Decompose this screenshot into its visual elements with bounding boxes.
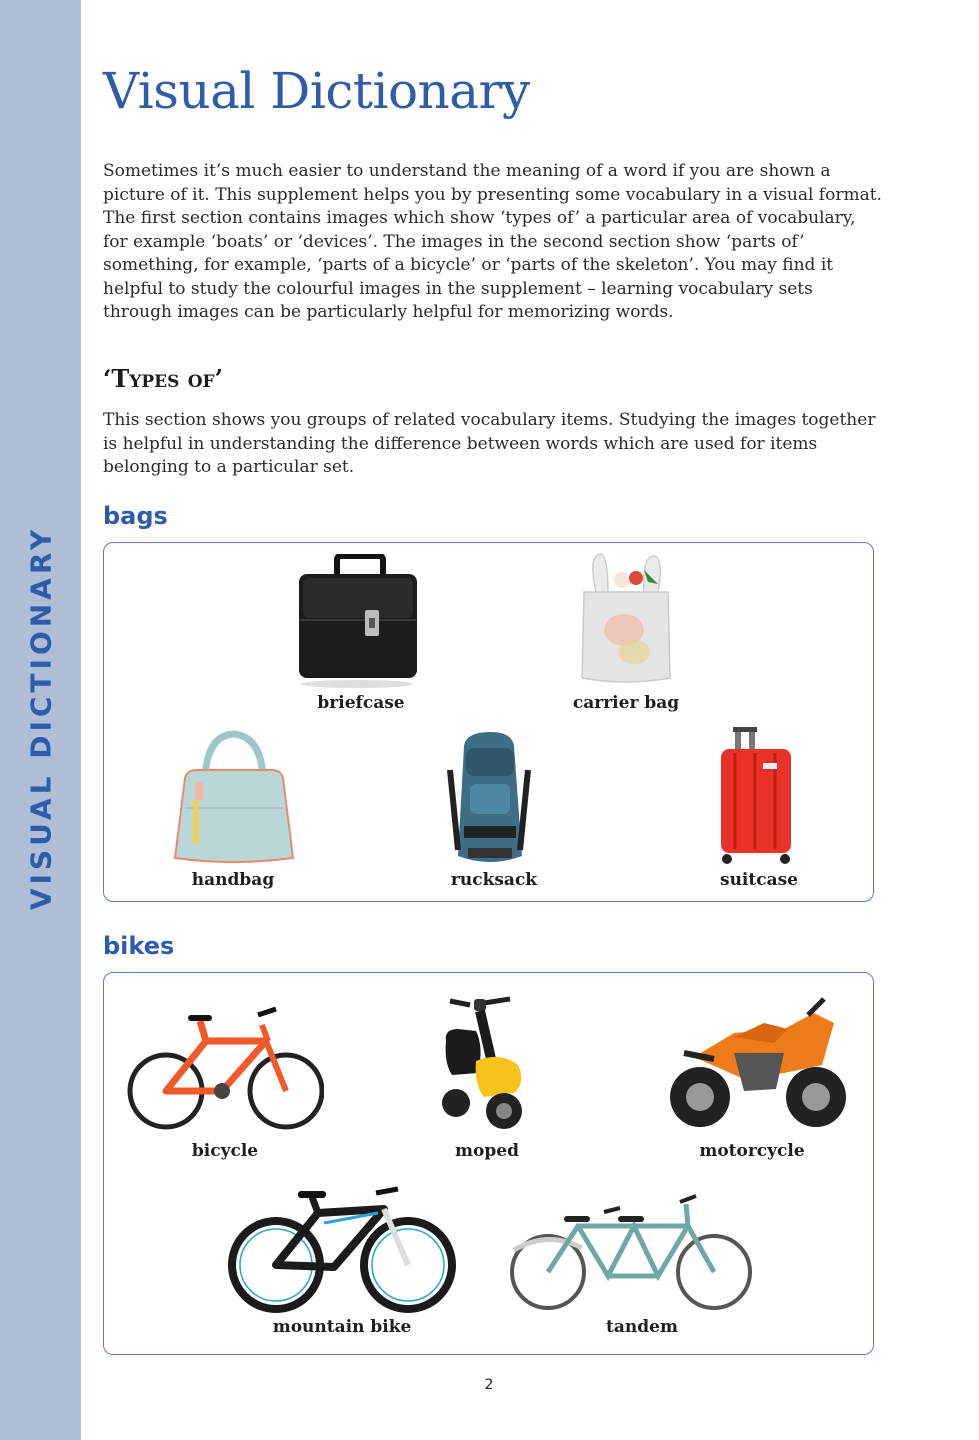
page-number: 2: [484, 1377, 494, 1393]
page-title: Visual Dictionary: [103, 62, 530, 120]
handbag-icon: [171, 730, 297, 866]
bicycle-icon: [126, 995, 324, 1131]
motorcycle-icon: [664, 993, 848, 1135]
carrier-bag-label: carrier bag: [572, 693, 680, 713]
bikes-heading: bikes: [103, 932, 175, 960]
sidebar-label: VISUAL DICTIONARY: [24, 525, 58, 911]
briefcase-icon: [293, 554, 419, 688]
suitcase-label: suitcase: [720, 870, 798, 890]
moped-icon: [440, 993, 528, 1133]
handbag-label: handbag: [191, 870, 275, 890]
carrier-bag-icon: [578, 552, 674, 686]
sidebar: [0, 0, 81, 1440]
rucksack-icon: [446, 730, 532, 868]
mountain-bike-label: mountain bike: [272, 1317, 412, 1337]
suitcase-icon: [715, 727, 797, 867]
rucksack-label: rucksack: [450, 870, 538, 890]
bicycle-label: bicycle: [191, 1141, 259, 1161]
section-heading: ‘Types of’: [103, 364, 223, 393]
intro-paragraph: Sometimes it’s much easier to understand the meaning of a word if you are shown a picture of it. This supplement helps you by presenting some vocabulary in a visual format. The first section contains images which show ‘types of’ a particular area of vocabulary, for example ‘boats’ or ‘devices’. The images in the second section show ‘parts of’ something, for example, ‘parts of a bicycle’ or ‘parts of the skeleton’. You may find it helpful to study the colourful images in the supplement – learning vocabulary sets through images can be particularly helpful for memorizing words.: [103, 161, 882, 322]
bags-heading: bags: [103, 502, 168, 530]
tandem-label: tandem: [606, 1317, 678, 1337]
motorcycle-label: motorcycle: [699, 1141, 805, 1161]
briefcase-label: briefcase: [317, 693, 405, 713]
tandem-icon: [508, 1190, 754, 1316]
mountain-bike-icon: [228, 1183, 456, 1317]
section-paragraph: This section shows you groups of related vocabulary items. Studying the images together is helpful in understanding the difference between words which are used for items belonging to a particular set.: [103, 410, 876, 477]
moped-label: moped: [455, 1141, 519, 1161]
